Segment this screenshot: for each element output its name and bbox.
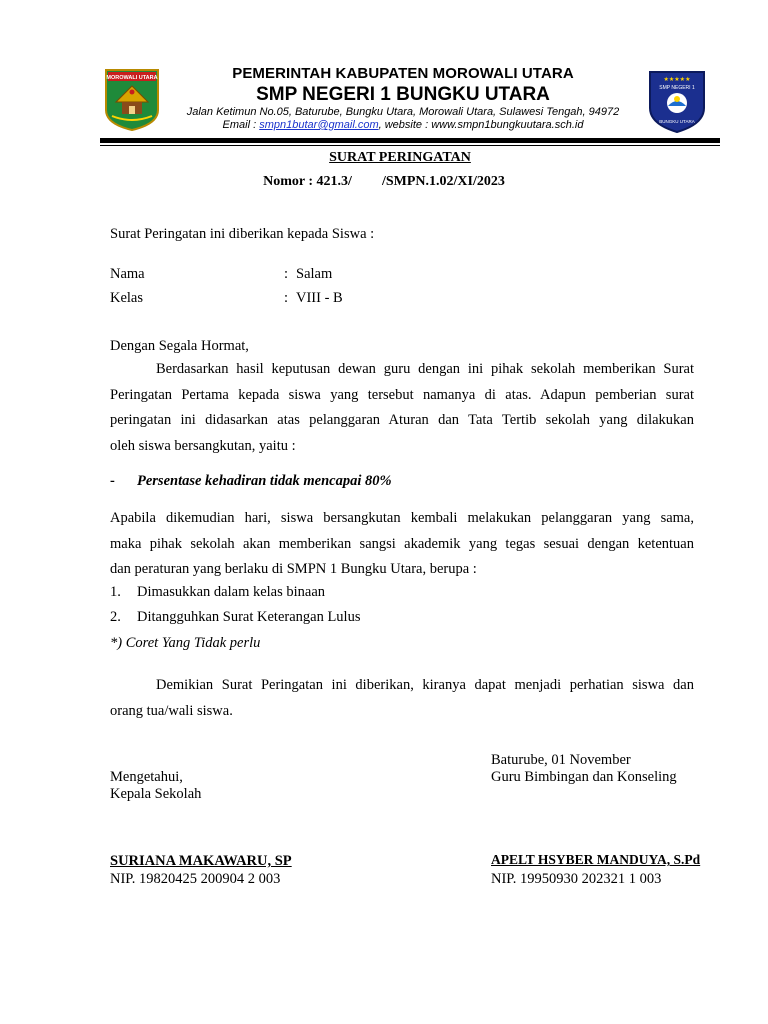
regency-emblem-icon — [102, 66, 162, 132]
counselor-name: APELT HSYBER MANDUYA, S.Pd — [491, 852, 701, 867]
acknowledged-label: Mengetahui, — [110, 769, 183, 785]
letter-number-suffix: /SMPN.1.02/XI/2023 — [381, 174, 505, 189]
website-text: , website : www.smpn1bungkuutara.sch.id — [378, 119, 584, 131]
name-colon: : — [284, 266, 289, 282]
sanction-2-text: Ditangguhkan Surat Keterangan Lulus — [137, 609, 361, 625]
school-contact — [168, 119, 638, 132]
body-p1-line1: Berdasarkan hasil keputusan dewan guru dengan ini pihak sekolah memberikan Surat — [156, 361, 694, 377]
class-value: VIII - B — [296, 290, 343, 306]
sanction-1-text: Dimasukkan dalam kelas binaan — [137, 584, 326, 600]
school-emblem-icon — [646, 68, 708, 134]
counselor-role: Guru Bimbingan dan Konseling — [491, 769, 677, 785]
school-emblem-label: SMP NEGERI 1 — [659, 85, 695, 91]
place-date: Baturube, 01 November — [491, 752, 631, 768]
sanction-1-number: 1. — [110, 584, 121, 600]
body-p1-line2: Peringatan Pertama kepada siswa yang tersebut namanya di atas. Adapun pemberian surat — [110, 386, 694, 403]
class-label: Kelas — [110, 290, 144, 306]
letterhead — [98, 64, 718, 144]
government-name: PEMERINTAH KABUPATEN MOROWALI UTARA — [232, 65, 574, 82]
body-p2-line3: dan peraturan yang berlaku di SMPN 1 Bungku Utara, berupa : — [110, 561, 477, 577]
school-emblem-sublabel: BUNGKU UTARA — [659, 119, 695, 124]
violation-text: Persentase kehadiran tidak mencapai 80% — [137, 473, 392, 489]
school-address: Jalan Ketimun No.05, Baturube, Bungku Utara, Morowali Utara, Sulawesi Tengah, 94972 — [186, 106, 620, 118]
principal-role: Kepala Sekolah — [110, 786, 202, 802]
letterhead-rule-thick — [100, 138, 720, 143]
closing-line2: orang tua/wali siswa. — [110, 702, 233, 719]
body-p2-line1: Apabila dikemudian hari, siswa bersangkutan kembali melakukan pelanggaran yang sama, — [110, 510, 694, 526]
school-name: SMP NEGERI 1 BUNGKU UTARA — [256, 84, 550, 105]
letterhead-rule-thin — [100, 145, 720, 146]
body-p2-line2: maka pihak sekolah akan memberikan sangsi akademik yang tegas sesuai dengan ketentuan — [110, 535, 694, 552]
strike-note: *) Coret Yang Tidak perlu — [110, 635, 261, 651]
email-link[interactable]: smpn1butar@gmail.com — [259, 119, 379, 131]
email-label: Email : — [222, 119, 260, 131]
closing-line1: Demikian Surat Peringatan ini diberikan, kiranya dapat menjadi perhatian siswa dan — [156, 677, 694, 693]
violation-dash: - — [110, 473, 115, 489]
sanction-2-number: 2. — [110, 609, 121, 625]
salutation: Dengan Segala Hormat, — [110, 338, 249, 354]
body-p1-line4: oleh siswa bersangkutan, yaitu : — [110, 437, 296, 454]
closing-paragraph — [110, 673, 694, 724]
name-value: Salam — [296, 266, 333, 282]
name-label: Nama — [110, 266, 145, 282]
intro-text: Surat Peringatan ini diberikan kepada Siswa : — [110, 226, 375, 242]
principal-name: SURIANA MAKAWARU, SP — [110, 853, 292, 869]
letter-title: SURAT PERINGATAN — [329, 150, 471, 165]
body-p1-line3: peringatan ini didasarkan atas pelanggaran Aturan dan Tata Tertib sekolah yang dilakukan — [110, 412, 694, 428]
letter-number — [0, 174, 768, 190]
svg-text:★★★★★: ★★★★★ — [663, 76, 691, 83]
letterhead-text — [168, 64, 638, 132]
body-paragraph-2 — [110, 506, 694, 583]
class-colon: : — [284, 290, 289, 306]
body-paragraph-1 — [110, 357, 694, 459]
counselor-nip: NIP. 19950930 202321 1 003 — [491, 871, 662, 887]
principal-nip: NIP. 19820425 200904 2 003 — [110, 871, 281, 887]
letter-number-prefix: Nomor : 421.3/ — [263, 174, 352, 189]
regency-emblem-label: MOROWALI UTARA — [106, 75, 158, 81]
